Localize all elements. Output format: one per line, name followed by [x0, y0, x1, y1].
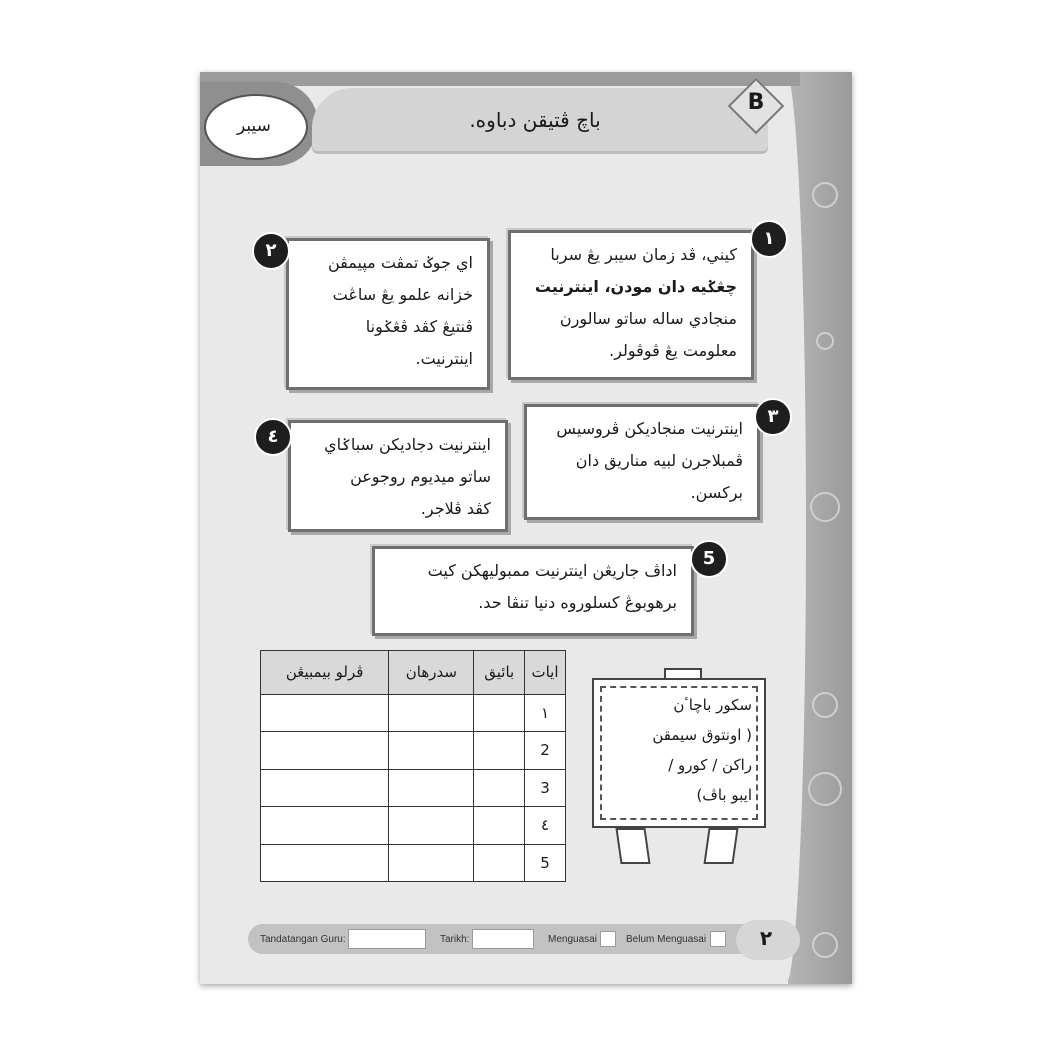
row-number: 2 [525, 732, 566, 769]
card-line: برهوبوڠ كسلوروه دنيا تنڤا حد. [478, 593, 677, 612]
card-line: ڤمبلاجرن لبيه مناريق دان [575, 451, 743, 470]
rating-cell[interactable] [474, 732, 525, 769]
table-row [261, 807, 566, 844]
card-number-badge-1: ١ [750, 220, 788, 258]
score-board-text [602, 690, 752, 810]
table-row [261, 769, 566, 806]
card-number-badge-3: ٣ [754, 398, 792, 436]
card-number-badge-5: 5 [690, 540, 728, 578]
column-header: ايات [525, 651, 566, 695]
easel-leg-icon [615, 828, 650, 864]
teacher-signature-label: Tandatangan Guru: [260, 934, 346, 945]
table-row [261, 844, 566, 882]
score-line: ايبو باڤ) [696, 786, 752, 804]
rating-cell[interactable] [389, 769, 474, 806]
column-header: بائيق [474, 651, 525, 695]
easel-leg-icon [703, 828, 738, 864]
teacher-signature-field[interactable] [348, 929, 426, 949]
card-line: چڠݢيه دان مودن، اينترنيت [534, 277, 737, 296]
rating-cell[interactable] [389, 807, 474, 844]
card-number-badge-4: ٤ [254, 418, 292, 456]
card-number-badge-2: ٢ [252, 232, 290, 270]
score-line: سكور باچاٴن [673, 696, 752, 714]
not-mastered-label: Belum Menguasai [626, 934, 707, 945]
card-line: معلومت يڠ ڤوڤولر. [609, 341, 737, 360]
column-header: سدرهان [389, 651, 474, 695]
card-line: اداڤ جاريڠن اينترنيت ممبوليهكن كيت [427, 561, 677, 580]
worksheet-page [200, 72, 852, 984]
rating-cell[interactable] [261, 732, 389, 769]
card-line: خزانه علمو يڠ ساڠت [332, 285, 473, 304]
row-number: ١ [525, 694, 566, 731]
page-title: باچ ڤتيقن دباوه. [469, 108, 601, 132]
rating-cell[interactable] [389, 844, 474, 882]
card-line: ڤنتيڠ كڤد ڤڠݢونا [365, 317, 473, 336]
card-line: اي جوݢ تمڤت مڽيمڤن [327, 253, 473, 272]
table-row [261, 732, 566, 769]
rating-cell[interactable] [261, 769, 389, 806]
ornament-circle [812, 932, 838, 958]
reading-card-4 [288, 420, 508, 532]
card-line: بركسن. [690, 483, 743, 502]
mastered-checkbox[interactable] [600, 931, 616, 947]
reading-card-2 [286, 238, 490, 390]
ornament-flower-icon [808, 772, 842, 806]
row-number: 5 [525, 844, 566, 882]
table-row [261, 694, 566, 731]
row-number: 3 [525, 769, 566, 806]
card-line: ساتو ميديوم روجوعن [350, 467, 491, 486]
rating-cell[interactable] [474, 844, 525, 882]
card-line: منجادي ساله ساتو سالورن [559, 309, 737, 328]
rating-cell[interactable] [389, 694, 474, 731]
card-line: كيني، ڤد زمان سيبر يڠ سربا [550, 245, 737, 264]
page-number: ٢ [759, 926, 773, 950]
subject-label: سيبر [237, 116, 271, 136]
rating-cell[interactable] [474, 807, 525, 844]
card-line: كڤد ڤلاجر. [420, 499, 491, 518]
score-line: راكن / كورو / [668, 756, 752, 774]
score-line: ( اونتوق سيمقن [652, 726, 752, 744]
card-line: اينترنيت منجاديكن ڤروسيس [556, 419, 743, 438]
rating-cell[interactable] [261, 694, 389, 731]
ornament-circle [816, 332, 834, 350]
rating-cell[interactable] [389, 732, 474, 769]
reading-card-1 [508, 230, 754, 380]
column-header: ڤرلو بيمبيڠن [261, 651, 389, 695]
ornament-circle [812, 182, 838, 208]
card-line: اينترنيت دجاديكن سباݢاي [324, 435, 491, 454]
rating-cell[interactable] [474, 694, 525, 731]
evaluation-table [260, 650, 566, 882]
date-field[interactable] [472, 929, 534, 949]
reading-card-5 [372, 546, 694, 636]
card-line: اينترنيت. [415, 349, 473, 368]
reading-card-3 [524, 404, 760, 520]
rating-cell[interactable] [261, 807, 389, 844]
rating-cell[interactable] [474, 769, 525, 806]
not-mastered-checkbox[interactable] [710, 931, 726, 947]
row-number: ٤ [525, 807, 566, 844]
ornament-circle [812, 692, 838, 718]
ornament-circle [810, 492, 840, 522]
mastered-label: Menguasai [548, 934, 597, 945]
table-header-row [261, 651, 566, 695]
rating-cell[interactable] [261, 844, 389, 882]
date-label: Tarikh: [440, 934, 470, 945]
section-letter: B [747, 90, 765, 115]
